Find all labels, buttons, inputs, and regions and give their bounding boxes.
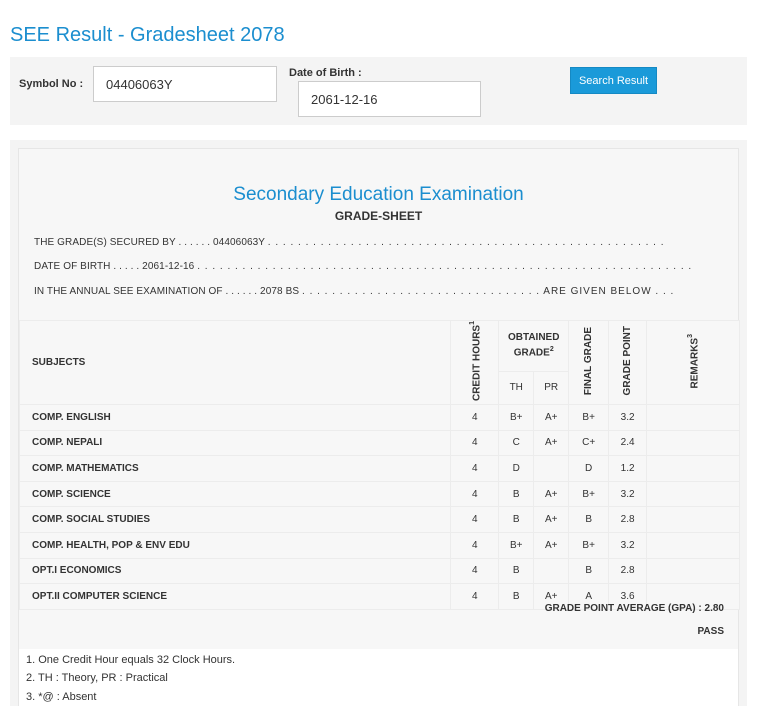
exam-line-value: 2078 BS (260, 286, 300, 297)
exam-title: Secondary Education Examination (233, 184, 524, 205)
remarks-cell (647, 533, 740, 559)
grades-table (19, 320, 740, 610)
pr-grade-cell (534, 456, 569, 482)
footnote-2: 2. TH : Theory, PR : Practical (26, 672, 168, 684)
th-grade-cell: B (499, 507, 534, 533)
page-title: SEE Result - Gradesheet 2078 (10, 24, 285, 46)
symbol-no-input[interactable] (93, 66, 277, 102)
subject-cell: OPT.I ECONOMICS (20, 558, 451, 584)
subject-cell: COMP. HEALTH, POP & ENV EDU (20, 533, 451, 559)
pr-grade-cell (534, 558, 569, 584)
result-status: PASS (697, 626, 724, 637)
subject-cell: COMP. ENGLISH (20, 405, 451, 431)
remarks-cell (647, 481, 740, 507)
dob-line-prefix: DATE OF BIRTH . . . . . (34, 261, 140, 272)
remarks-cell (647, 507, 740, 533)
grade-point-cell: 3.2 (609, 533, 647, 559)
th-grade-cell: B (499, 558, 534, 584)
final-grade-cell: C+ (569, 430, 609, 456)
grade-point-cell: 3.6 (609, 584, 647, 610)
table-row (20, 558, 740, 584)
grade-point-cell: 1.2 (609, 456, 647, 482)
pr-grade-cell: A+ (534, 584, 569, 610)
remarks-cell (647, 405, 740, 431)
pr-header: PR (534, 371, 569, 404)
grade-point-cell: 2.4 (609, 430, 647, 456)
pr-grade-cell: A+ (534, 481, 569, 507)
grade-point-cell: 2.8 (609, 558, 647, 584)
secured-by-suffix: . . . . . . . . . . . . . . . . . . . . . . . . . . . . . . . . . . . . . . . . . . . . . . . . . . . . . (267, 237, 665, 248)
footnote-3: 3. *@ : Absent (26, 691, 97, 703)
final-grade-cell: B+ (569, 405, 609, 431)
final-grade-cell: A (569, 584, 609, 610)
pr-grade-cell: A+ (534, 507, 569, 533)
th-grade-cell: B (499, 584, 534, 610)
secured-by-line (34, 237, 665, 248)
credit-cell: 4 (451, 584, 499, 610)
credit-cell: 4 (451, 507, 499, 533)
th-grade-cell: B (499, 481, 534, 507)
gradesheet (18, 148, 739, 706)
th-grade-cell: B+ (499, 533, 534, 559)
symbol-no-label: Symbol No : (19, 78, 84, 90)
credit-cell: 4 (451, 558, 499, 584)
exam-line (34, 286, 674, 297)
th-grade-cell: C (499, 430, 534, 456)
table-row (20, 533, 740, 559)
gradesheet-heading: GRADE-SHEET (334, 209, 423, 223)
grade-point-cell: 3.2 (609, 405, 647, 431)
dob-line-suffix: . . . . . . . . . . . . . . . . . . . . . . . . . . . . . . . . . . . . . . . . . . . . . . . . . . . . . . . . . . . . . . . . . . (197, 261, 693, 272)
subject-cell: COMP. MATHEMATICS (20, 456, 451, 482)
remarks-cell (647, 456, 740, 482)
dob-line-value: 2061-12-16 (142, 261, 195, 272)
subject-cell: COMP. SOCIAL STUDIES (20, 507, 451, 533)
table-row (20, 481, 740, 507)
credit-cell: 4 (451, 430, 499, 456)
credit-hours-header: CREDIT HOURS$^1$ (451, 321, 499, 405)
search-result-button[interactable]: Search Result (570, 67, 657, 94)
footnote-1: 1. One Credit Hour equals 32 Clock Hours. (26, 654, 236, 666)
subject-cell: COMP. SCIENCE (20, 481, 451, 507)
remarks-cell (647, 430, 740, 456)
final-grade-cell: B+ (569, 481, 609, 507)
gpa-text: GRADE POINT AVERAGE (GPA) : 2.80 (544, 603, 724, 614)
grade-point-header: GRADE POINT (609, 321, 647, 405)
pr-grade-cell: A+ (534, 405, 569, 431)
dob-line (34, 261, 692, 272)
date-of-birth-input[interactable] (298, 81, 481, 117)
remarks-header: REMARKS$^3$ (647, 321, 740, 405)
footnotes (19, 649, 738, 706)
final-grade-header: FINAL GRADE (569, 321, 609, 405)
credit-cell: 4 (451, 533, 499, 559)
secured-by-value: 04406063Y (213, 237, 265, 248)
remarks-cell (647, 558, 740, 584)
subject-cell: COMP. NEPALI (20, 430, 451, 456)
date-of-birth-label: Date of Birth : (289, 67, 362, 79)
table-row (20, 456, 740, 482)
pr-grade-cell: A+ (534, 430, 569, 456)
exam-line-suffix: . . . . . . . . . . . . . . . . . . . . . . . . . . . . . . . . ARE GIVEN BELOW . . . (302, 286, 675, 297)
subject-cell: OPT.II COMPUTER SCIENCE (20, 584, 451, 610)
subjects-header: SUBJECTS (20, 321, 451, 405)
final-grade-cell: B (569, 507, 609, 533)
credit-cell: 4 (451, 456, 499, 482)
table-row (20, 430, 740, 456)
credit-cell: 4 (451, 405, 499, 431)
final-grade-cell: B (569, 558, 609, 584)
table-row (20, 405, 740, 431)
grade-point-cell: 3.2 (609, 481, 647, 507)
gradesheet-panel (10, 140, 747, 706)
exam-line-prefix: IN THE ANNUAL SEE EXAMINATION OF . . . . . . (34, 286, 258, 297)
obtained-grade-header: OBTAINED GRADE$^2$ (499, 321, 569, 372)
th-grade-cell: D (499, 456, 534, 482)
table-row (20, 507, 740, 533)
th-header: TH (499, 371, 534, 404)
grade-point-cell: 2.8 (609, 507, 647, 533)
secured-by-prefix: THE GRADE(S) SECURED BY . . . . . . (34, 237, 211, 248)
pr-grade-cell: A+ (534, 533, 569, 559)
search-panel (10, 57, 747, 125)
credit-cell: 4 (451, 481, 499, 507)
final-grade-cell: D (569, 456, 609, 482)
final-grade-cell: B+ (569, 533, 609, 559)
th-grade-cell: B+ (499, 405, 534, 431)
